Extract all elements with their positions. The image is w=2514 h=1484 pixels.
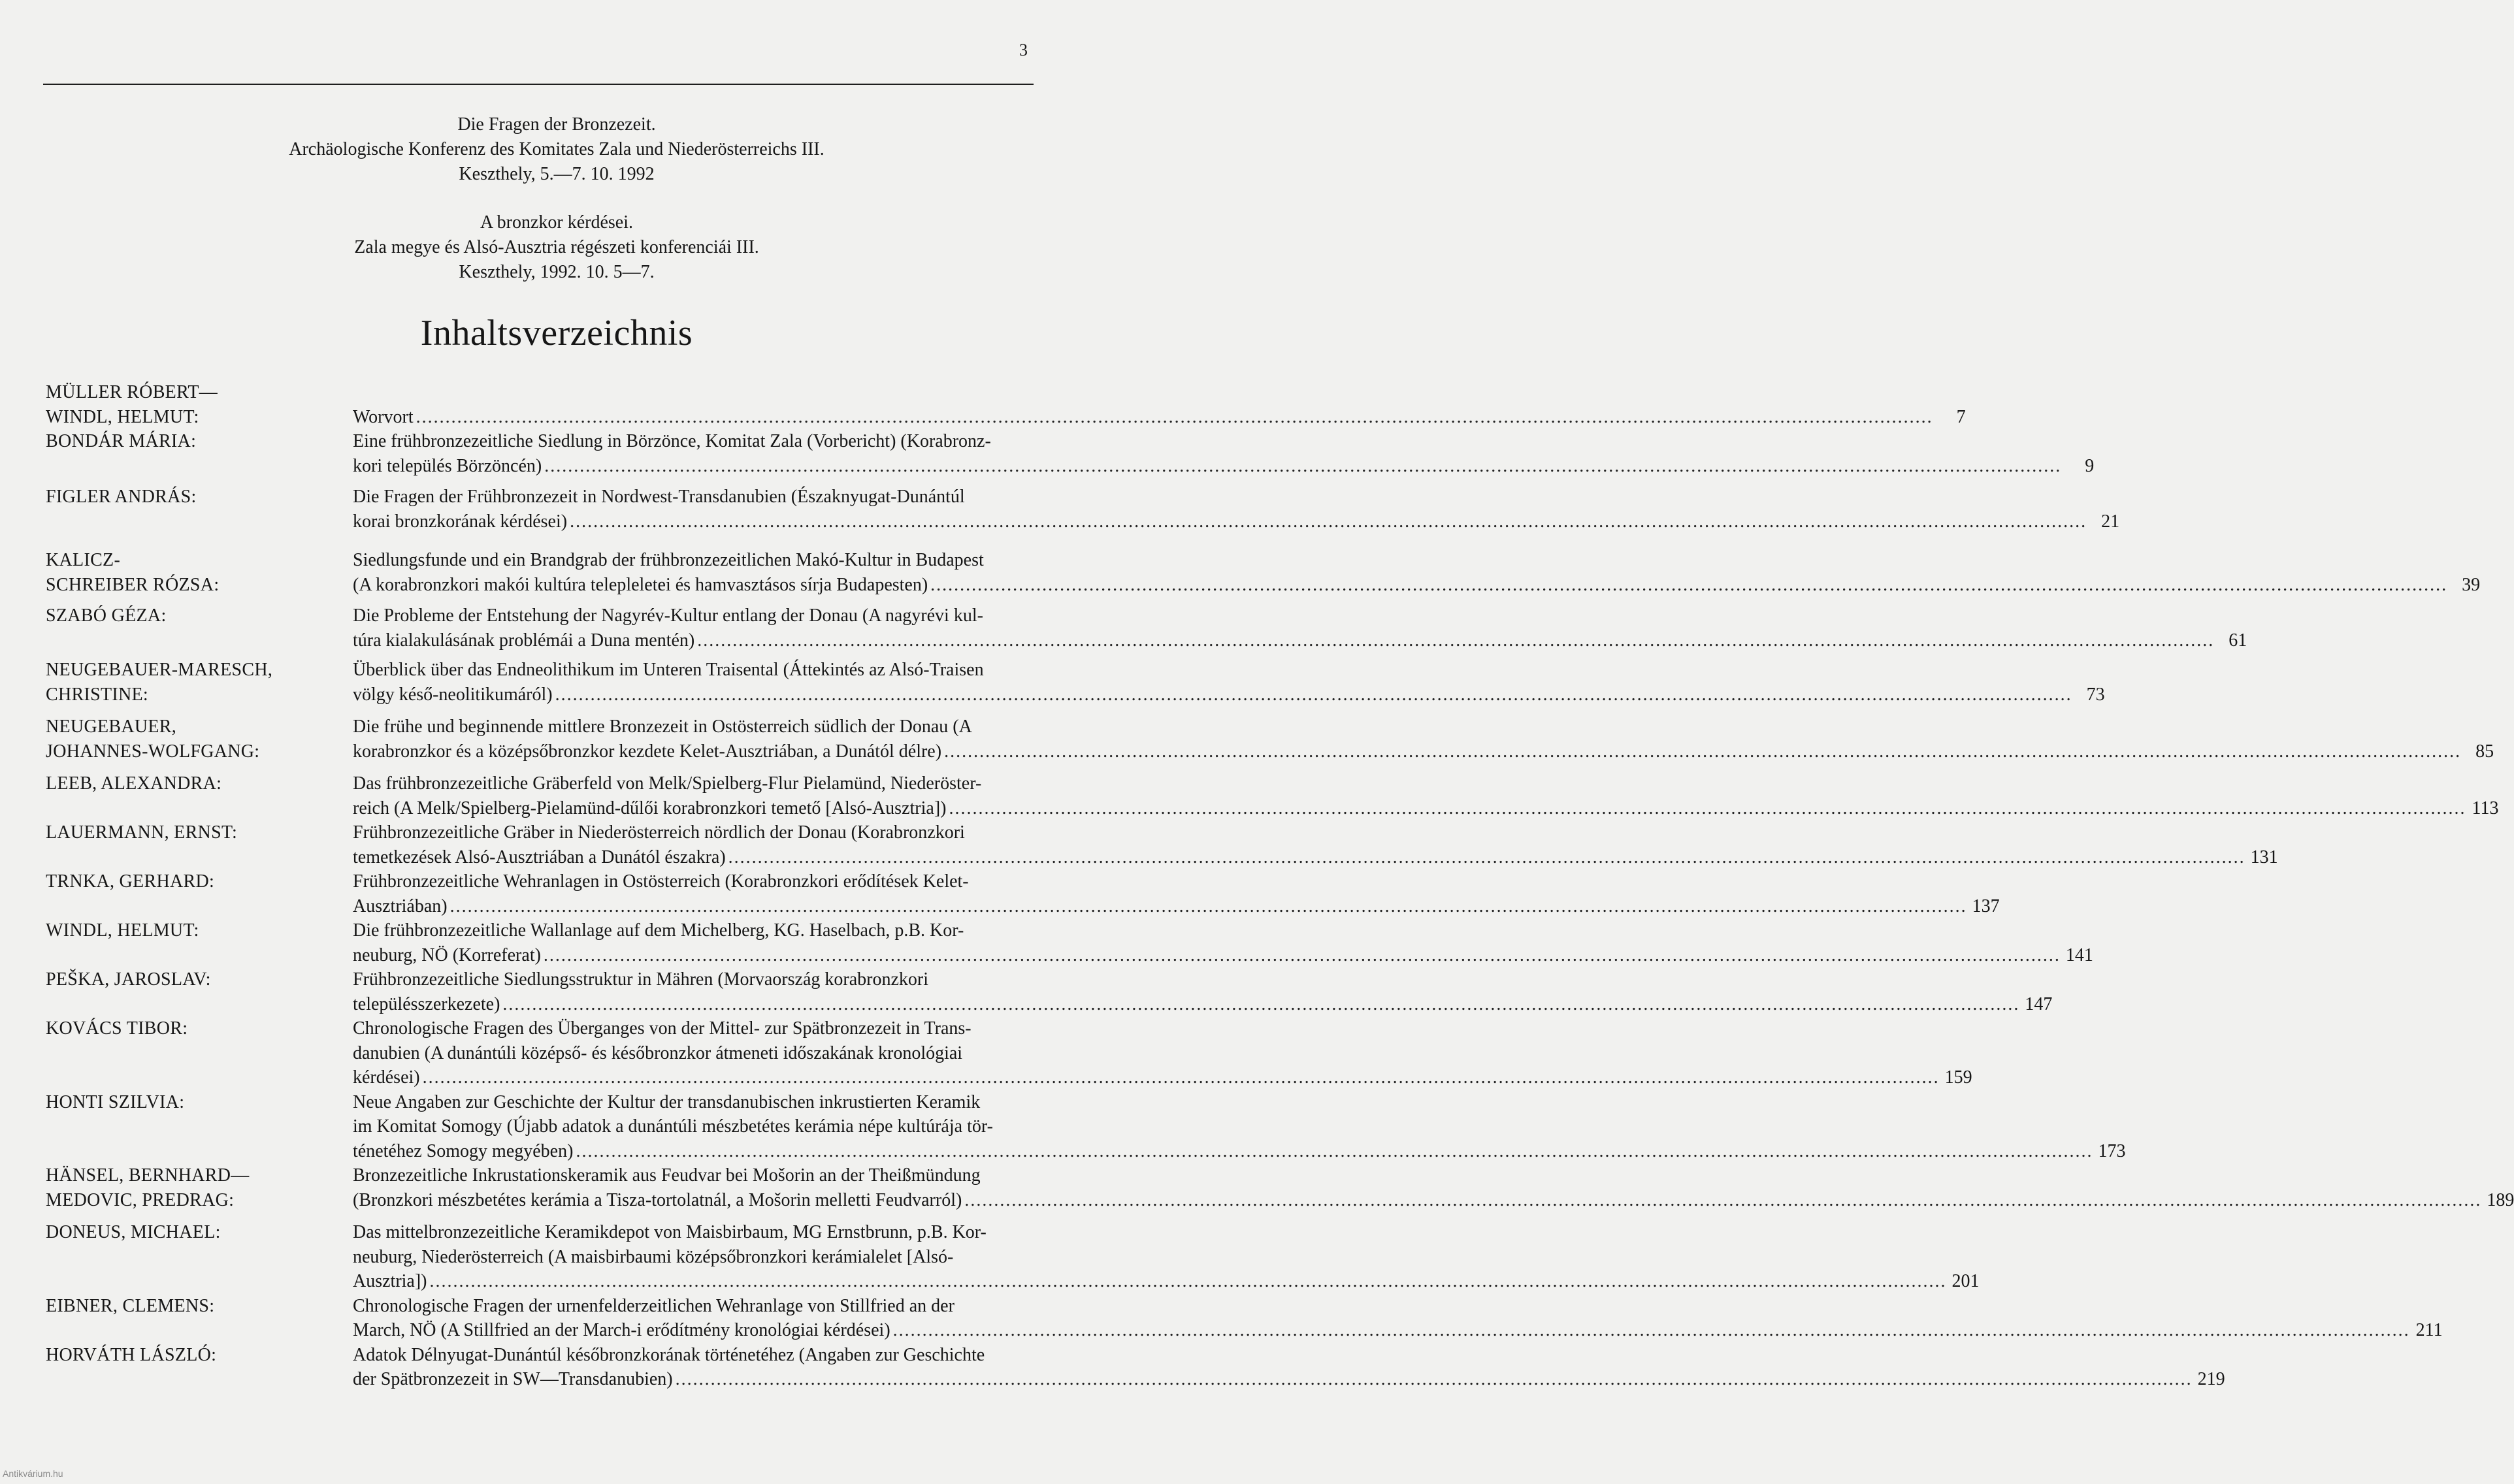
dot-leader bbox=[697, 628, 2214, 653]
title-line: Ausztria]) bbox=[353, 1271, 427, 1291]
title-last-line bbox=[353, 894, 2000, 919]
toc-authors bbox=[43, 771, 307, 820]
toc-authors bbox=[43, 604, 307, 653]
title-line: Überblick über das Endneolithikum im Unteren Traisental (Áttekintés az Alsó-Traisen bbox=[353, 660, 984, 680]
toc-entry bbox=[43, 658, 2105, 707]
toc-title bbox=[353, 771, 2498, 820]
title-line: March, NÖ (A Stillfried an der March-i erődítmény kronológiai kérdései) bbox=[353, 1320, 890, 1340]
conference-header-hungarian bbox=[0, 210, 1113, 285]
title-line: túra kialakulásának problémái a Duna mentén) bbox=[353, 630, 695, 651]
page-reference: 201 bbox=[1951, 1271, 1980, 1291]
title-line: kérdései) bbox=[353, 1067, 420, 1088]
page-reference: 159 bbox=[1944, 1067, 1972, 1088]
page-reference: 173 bbox=[2098, 1140, 2126, 1161]
page-reference: 211 bbox=[2415, 1320, 2443, 1340]
dot-leader bbox=[502, 992, 2019, 1017]
author-name: TRNKA, GERHARD: bbox=[46, 871, 215, 892]
author-name: NEUGEBAUER-MARESCH, bbox=[46, 660, 273, 680]
dot-leader bbox=[416, 405, 1933, 430]
toc-title bbox=[353, 548, 2480, 597]
page-reference: 219 bbox=[2197, 1369, 2225, 1389]
title-line: Eine frühbronzezeitliche Siedlung in Börzönce, Komitat Zala (Vorbericht) (Korabronz- bbox=[353, 431, 991, 451]
title-line: Siedlungsfunde und ein Brandgrab der frühbronzezeitlichen Makó-Kultur in Budapest bbox=[353, 550, 984, 570]
title-line: Adatok Délnyugat-Dunántúl későbronzkorának történetéhez (Angaben zur Geschichte bbox=[353, 1344, 985, 1365]
author-name: LEEB, ALEXANDRA: bbox=[46, 773, 222, 794]
author-name: SCHREIBER RÓZSA: bbox=[46, 574, 220, 595]
title-line: (Bronzkori mészbetétes kerámia a Tisza-tortolatnál, a Mošorin melletti Feudvarról) bbox=[353, 1189, 962, 1210]
title-line: ténetéhez Somogy megyében) bbox=[353, 1140, 574, 1161]
title-line: Die frühbronzezeitliche Wallanlage auf dem Michelberg, KG. Haselbach, p.B. Kor- bbox=[353, 920, 964, 941]
title-line: im Komitat Somogy (Újabb adatok a dunántúli mészbetétes kerámia népe kultúrája tör- bbox=[353, 1116, 993, 1137]
title-line: településszerkezete) bbox=[353, 993, 500, 1014]
title-line: Frühbronzezeitliche Siedlungsstruktur in Mähren (Morvaország korabronzkori bbox=[353, 969, 928, 990]
title-line: Das mittelbronzezeitliche Keramikdepot von Maisbirbaum, MG Ernstbrunn, p.B. Kor- bbox=[353, 1222, 987, 1242]
title-last-line bbox=[353, 1188, 2514, 1213]
author-name: WINDL, HELMUT: bbox=[46, 406, 199, 427]
title-line: Chronologische Fragen des Überganges von der Mittel- zur Spätbronzezeit in Trans- bbox=[353, 1018, 971, 1039]
title-last-line bbox=[353, 845, 2278, 870]
toc-entry bbox=[43, 1343, 2225, 1392]
title-line: Chronologische Fragen der urnenfelderzeitlichen Wehranlage von Stillfried an der bbox=[353, 1295, 955, 1316]
toc-authors bbox=[43, 1220, 307, 1294]
toc-title bbox=[353, 380, 1966, 429]
page-title: Inhaltsverzeichnis bbox=[420, 313, 693, 353]
author-name: NEUGEBAUER, bbox=[46, 717, 177, 737]
toc-entry bbox=[43, 1220, 1980, 1294]
page-reference: 73 bbox=[2086, 684, 2105, 705]
title-line: Worvort bbox=[353, 406, 414, 427]
toc-authors bbox=[43, 1016, 307, 1090]
toc-entry bbox=[43, 1163, 2514, 1212]
title-line: Die Fragen der Frühbronzezeit in Nordwest-Transdanubien (Északnyugat-Dunántúl bbox=[353, 487, 965, 507]
page-reference: 7 bbox=[1956, 406, 1966, 427]
author-name: LAUERMANN, ERNST: bbox=[46, 822, 238, 843]
dot-leader bbox=[949, 796, 2466, 821]
toc-authors bbox=[43, 1343, 307, 1392]
title-last-line bbox=[353, 943, 2093, 968]
dot-leader bbox=[555, 683, 2072, 707]
title-line: Neue Angaben zur Geschichte der Kultur der transdanubischen inkrustierten Keramik bbox=[353, 1091, 981, 1112]
author-name: WINDL, HELMUT: bbox=[46, 920, 199, 941]
toc-authors bbox=[43, 967, 307, 1016]
title-last-line bbox=[353, 1065, 1972, 1090]
header-line: A bronzkor kérdései. bbox=[480, 212, 634, 233]
page-reference: 189 bbox=[2487, 1189, 2514, 1210]
toc-entry bbox=[43, 967, 2053, 1016]
title-line: Das frühbronzezeitliche Gräberfeld von Melk/Spielberg-Flur Pielamünd, Niederöster- bbox=[353, 773, 982, 794]
dot-leader bbox=[728, 845, 2245, 870]
toc-title bbox=[353, 1343, 2225, 1392]
toc-entry bbox=[43, 604, 2247, 653]
author-name: HÄNSEL, BERNHARD— bbox=[46, 1165, 250, 1186]
toc-entry bbox=[43, 485, 2120, 534]
dot-leader bbox=[930, 573, 2447, 598]
title-line: korabronzkor és a középsőbronzkor kezdete Kelet-Ausztriában, a Dunától délre) bbox=[353, 741, 942, 762]
title-last-line bbox=[353, 683, 2105, 707]
toc-authors bbox=[43, 429, 307, 478]
toc-title bbox=[353, 1090, 2125, 1164]
dot-leader bbox=[944, 739, 2461, 764]
toc-authors bbox=[43, 485, 307, 534]
title-line: der Spätbronzezeit in SW—Transdanubien) bbox=[353, 1369, 673, 1389]
title-line: korai bronzkorának kérdései) bbox=[353, 511, 568, 532]
toc-entry bbox=[43, 715, 2494, 764]
title-last-line bbox=[353, 1367, 2225, 1392]
author-name: MEDOVIC, PREDRAG: bbox=[46, 1189, 235, 1210]
title-last-line bbox=[353, 1139, 2125, 1164]
toc-authors bbox=[43, 1294, 307, 1343]
toc-entry bbox=[43, 771, 2499, 820]
author-name: PEŠKA, JAROSLAV: bbox=[46, 969, 211, 990]
header-line: Keszthely, 1992. 10. 5—7. bbox=[459, 262, 655, 282]
page-reference: 131 bbox=[2250, 847, 2278, 867]
title-last-line bbox=[353, 1269, 1980, 1294]
title-line: neuburg, NÖ (Korreferat) bbox=[353, 944, 541, 965]
title-line: neuburg, Niederösterreich (A maisbirbaumi középsőbronzkori kerámialelet [Alsó- bbox=[353, 1246, 954, 1267]
toc-entry bbox=[43, 918, 2093, 967]
author-name: DONEUS, MICHAEL: bbox=[46, 1222, 221, 1242]
toc-title bbox=[353, 1016, 1972, 1090]
toc-authors bbox=[43, 918, 307, 967]
page-reference: 137 bbox=[1972, 895, 2000, 916]
author-name: KALICZ- bbox=[46, 550, 121, 570]
title-line: Frühbronzezeitliche Gräber in Niederösterreich nördlich der Donau (Korabronzkori bbox=[353, 822, 965, 843]
title-line: reich (A Melk/Spielberg-Pielamünd-dűlői korabronzkori temető [Alsó-Ausztria]) bbox=[353, 798, 947, 818]
dot-leader bbox=[570, 509, 2087, 534]
author-name: BONDÁR MÁRIA: bbox=[46, 431, 197, 451]
toc-authors bbox=[43, 380, 307, 429]
dot-leader bbox=[544, 454, 2061, 479]
toc-title bbox=[353, 658, 2105, 707]
toc-title bbox=[353, 967, 2052, 1016]
toc-title bbox=[353, 1294, 2443, 1343]
toc-entry bbox=[43, 1090, 2126, 1164]
dot-leader bbox=[423, 1065, 1940, 1090]
header-line: Archäologische Konferenz des Komitates Zala und Niederösterreichs III. bbox=[289, 139, 824, 159]
author-name: MÜLLER RÓBERT— bbox=[46, 382, 218, 402]
title-last-line bbox=[353, 739, 2494, 764]
title-last-line bbox=[353, 405, 1966, 430]
title-last-line bbox=[353, 454, 2094, 479]
toc-authors bbox=[43, 820, 307, 869]
toc-title bbox=[353, 715, 2494, 764]
page-reference: 61 bbox=[2228, 630, 2247, 651]
page-reference: 21 bbox=[2101, 511, 2120, 532]
dot-leader bbox=[893, 1318, 2410, 1343]
toc-authors bbox=[43, 548, 307, 597]
title-line: (A korabronzkori makói kultúra telepleletei és hamvasztásos sírja Budapesten) bbox=[353, 574, 928, 595]
author-name: KOVÁCS TIBOR: bbox=[46, 1018, 188, 1039]
dot-leader bbox=[430, 1269, 1947, 1294]
title-line: kori település Börzöncén) bbox=[353, 455, 542, 476]
toc-entry bbox=[43, 429, 2095, 478]
toc-authors bbox=[43, 1163, 307, 1212]
toc-title bbox=[353, 1220, 1980, 1294]
toc-authors bbox=[43, 1090, 307, 1164]
title-line: Die frühe und beginnende mittlere Bronzezeit in Ostösterreich südlich der Donau (A bbox=[353, 717, 972, 737]
header-line: Zala megye és Alsó-Ausztria régészeti konferenciái III. bbox=[354, 237, 759, 257]
title-last-line bbox=[353, 1318, 2443, 1343]
toc-entry bbox=[43, 869, 2000, 918]
title-line: Bronzezeitliche Inkrustationskeramik aus Feudvar bei Mošorin an der Theißmündung bbox=[353, 1165, 981, 1186]
toc-title bbox=[353, 820, 2278, 869]
author-name: HORVÁTH LÁSZLÓ: bbox=[46, 1344, 217, 1365]
page-reference: 39 bbox=[2462, 574, 2481, 595]
title-line: Die Probleme der Entstehung der Nagyrév-Kultur entlang der Donau (A nagyrévi kul- bbox=[353, 605, 983, 626]
toc-title bbox=[353, 918, 2093, 967]
author-name: CHRISTINE: bbox=[46, 684, 148, 705]
title-line: Ausztriában) bbox=[353, 895, 448, 916]
title-line: temetkezések Alsó-Ausztriában a Dunától északra) bbox=[353, 847, 726, 867]
toc-entry bbox=[43, 1294, 2443, 1343]
title-last-line bbox=[353, 573, 2480, 598]
title-line: Frühbronzezeitliche Wehranlagen in Ostösterreich (Korabronzkori erődítések Kelet- bbox=[353, 871, 969, 892]
toc-title bbox=[353, 604, 2247, 653]
author-name: JOHANNES-WOLFGANG: bbox=[46, 741, 260, 762]
toc-title bbox=[353, 1163, 2514, 1212]
toc-entry bbox=[43, 820, 2278, 869]
page-reference: 147 bbox=[2025, 993, 2053, 1014]
watermark: Antikvárium.hu bbox=[3, 1468, 63, 1479]
author-name: HONTI SZILVIA: bbox=[46, 1091, 185, 1112]
page-reference: 85 bbox=[2475, 741, 2494, 762]
table-of-contents bbox=[43, 380, 2514, 1392]
page-reference: 113 bbox=[2472, 798, 2499, 818]
author-name: FIGLER ANDRÁS: bbox=[46, 487, 197, 507]
dot-leader bbox=[450, 894, 1967, 919]
header-line: Die Fragen der Bronzezeit. bbox=[457, 114, 656, 135]
dot-leader bbox=[676, 1367, 2193, 1392]
dot-leader bbox=[544, 943, 2061, 968]
author-name: EIBNER, CLEMENS: bbox=[46, 1295, 215, 1316]
header-line: Keszthely, 5.—7. 10. 1992 bbox=[459, 164, 655, 184]
dot-leader bbox=[576, 1139, 2093, 1164]
conference-header-german bbox=[0, 112, 1113, 187]
toc-authors bbox=[43, 869, 307, 918]
title-line: danubien (A dunántúli középső- és későbronzkor átmeneti időszakának kronológiai bbox=[353, 1042, 963, 1063]
toc-entry bbox=[43, 548, 2481, 597]
dot-leader bbox=[964, 1188, 2481, 1213]
title-line: völgy késő-neolitikumáról) bbox=[353, 684, 553, 705]
toc-entry bbox=[43, 380, 1966, 429]
toc-entry bbox=[43, 1016, 1972, 1090]
page-reference: 9 bbox=[2085, 455, 2095, 476]
page-number: 3 bbox=[1019, 40, 1028, 59]
page-reference: 141 bbox=[2065, 944, 2093, 965]
toc-title bbox=[353, 485, 2119, 534]
header-rule bbox=[43, 84, 1034, 85]
title-last-line bbox=[353, 796, 2498, 821]
toc-authors bbox=[43, 658, 307, 707]
title-last-line bbox=[353, 628, 2247, 653]
author-name: SZABÓ GÉZA: bbox=[46, 605, 167, 626]
title-last-line bbox=[353, 992, 2052, 1017]
toc-title bbox=[353, 869, 2000, 918]
toc-title bbox=[353, 429, 2094, 478]
title-last-line bbox=[353, 509, 2119, 534]
toc-authors bbox=[43, 715, 307, 764]
